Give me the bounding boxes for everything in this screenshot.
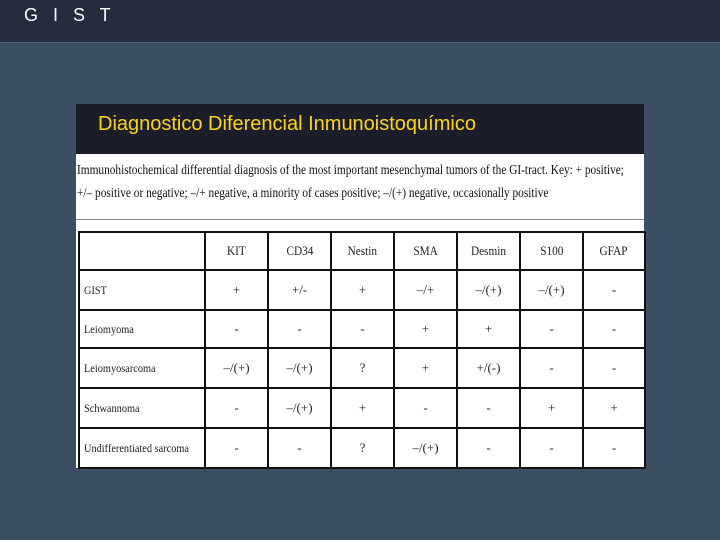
table-row [79, 270, 645, 310]
table-cell: + [520, 388, 583, 428]
table-header-row [79, 232, 645, 270]
table-row [79, 388, 645, 428]
table-cell: - [268, 310, 331, 348]
table-cell: - [520, 310, 583, 348]
column-header: S100 [520, 232, 583, 270]
corner-cell [79, 232, 205, 270]
table-cell: - [520, 428, 583, 468]
column-header: Nestin [331, 232, 394, 270]
caption-line: +/– positive or negative; –/+ negative, a minority of cases positive; –/(+) negative, occasionally positive [77, 185, 549, 200]
table-cell: - [583, 348, 645, 388]
table-cell: + [583, 388, 645, 428]
table-cell: +/(-) [457, 348, 520, 388]
ihc-table [78, 231, 646, 469]
table-cell: –/(+) [205, 348, 268, 388]
caption-divider [76, 219, 644, 220]
table-row [79, 428, 645, 468]
row-label: Schwannoma [79, 388, 205, 428]
column-header: CD34 [268, 232, 331, 270]
table-cell: + [331, 270, 394, 310]
column-header: GFAP [583, 232, 645, 270]
table-cell: + [394, 348, 457, 388]
table-cell: - [583, 310, 645, 348]
table-cell: ? [331, 348, 394, 388]
table-cell: ? [331, 428, 394, 468]
table-cell: –/(+) [268, 388, 331, 428]
table-cell: - [583, 270, 645, 310]
slide-title: G I S T [24, 5, 116, 25]
table-cell: - [457, 428, 520, 468]
table-cell: - [205, 310, 268, 348]
table-row [79, 348, 645, 388]
table-cell: + [205, 270, 268, 310]
table-cell: –/(+) [457, 270, 520, 310]
table-cell: +/- [268, 270, 331, 310]
table-cell: - [268, 428, 331, 468]
table-cell: + [457, 310, 520, 348]
table-cell: –/(+) [394, 428, 457, 468]
table-cell: - [583, 428, 645, 468]
content-panel [76, 104, 644, 468]
table-caption [77, 158, 624, 204]
column-header: SMA [394, 232, 457, 270]
table-cell: - [457, 388, 520, 428]
table-cell: - [520, 348, 583, 388]
title-bar [0, 0, 720, 43]
panel-header [76, 104, 644, 154]
column-header: KIT [205, 232, 268, 270]
table-cell: - [205, 428, 268, 468]
caption-line: Immunohistochemical differential diagnosis of the most important mesenchymal tumors of the GI-tract. Key: + positive; [77, 162, 624, 177]
column-header: Desmin [457, 232, 520, 270]
row-label: Leiomyoma [79, 310, 205, 348]
table-row [79, 310, 645, 348]
table-cell: + [394, 310, 457, 348]
row-label: GIST [79, 270, 205, 310]
table-cell: - [205, 388, 268, 428]
table-cell: –/(+) [268, 348, 331, 388]
table-cell: - [394, 388, 457, 428]
table-cell: –/(+) [520, 270, 583, 310]
table-cell: - [331, 310, 394, 348]
row-label: Undifferentiated sarcoma [79, 428, 205, 468]
table-cell: + [331, 388, 394, 428]
table-cell: –/+ [394, 270, 457, 310]
row-label: Leiomyosarcoma [79, 348, 205, 388]
panel-title: Diagnostico Diferencial Inmunoistoquímico [98, 113, 476, 135]
